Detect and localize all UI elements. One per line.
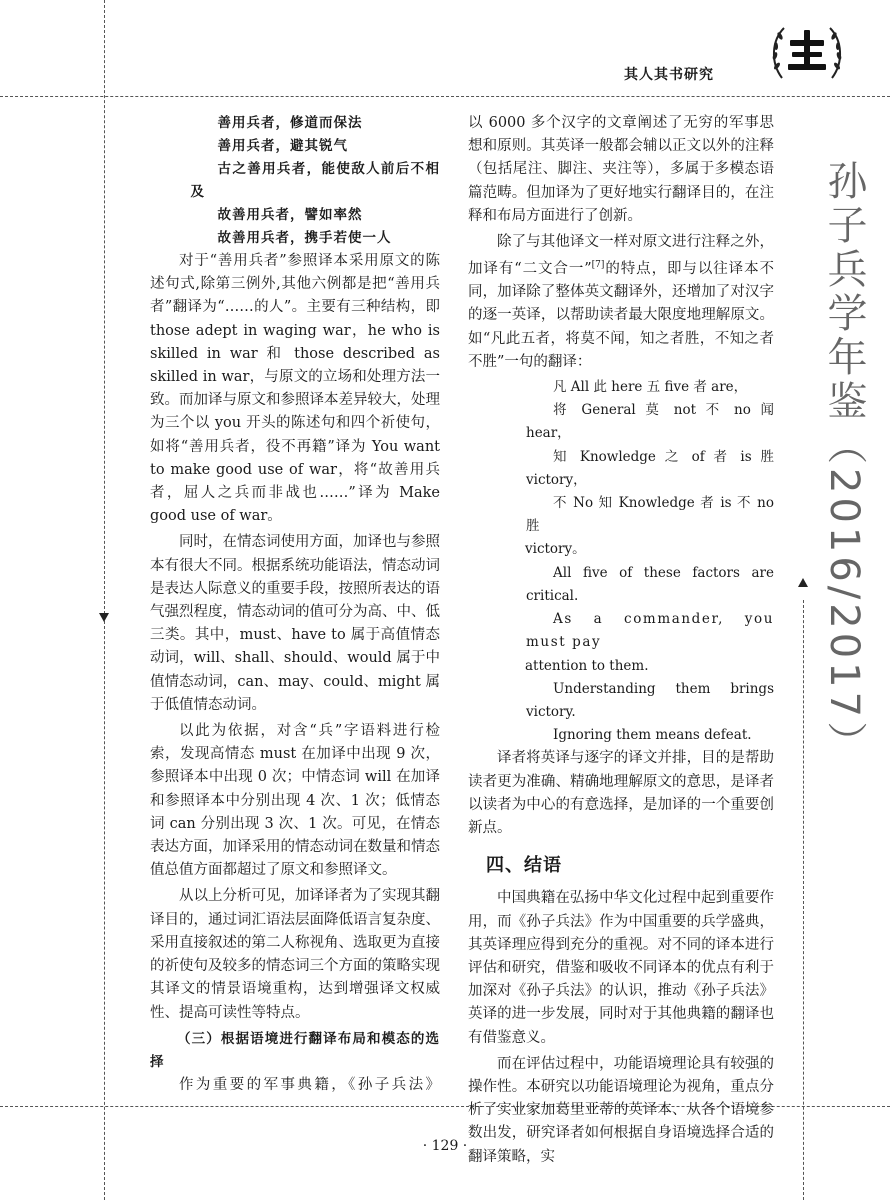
gloss-block <box>468 376 774 538</box>
quote-line: 故善用兵者，携手若使一人 <box>217 230 392 246</box>
citation-marker: [7] <box>591 260 605 271</box>
gloss-line: 凡 All 此 here 五 five 者 are， <box>553 379 748 396</box>
body-paragraph: 从以上分析可见，加译译者为了实现其翻译目的，通过词汇语法层面降低语言复杂度、采用直接叙述的第二人称视角、选取更为直接的祈使句及较多的情态词三个方面的策略实现其译文的情景语境重构，达到增强译文权威性、提高可读性等特点。 <box>150 888 440 1021</box>
right-column <box>468 112 774 1169</box>
right-marker-icon <box>798 578 808 587</box>
subsection-heading: （三）根据语境进行翻译布局和模态的选择 <box>150 1030 440 1070</box>
body-text: 除了与其他译文一样对原文进行注释之外，加译有“二文合一” <box>468 234 774 278</box>
top-guide-line <box>0 96 890 97</box>
translation-line: As a commander, you must pay <box>526 611 774 651</box>
translation-line: Understanding them brings victory. <box>526 680 774 720</box>
body-paragraph: 以此为依据，对含“兵”字语料进行检索，发现高情态 must 在加译中出现 9 次，参照译本中出现 0 次；中情态词 will 在加译和参照译本中分别出现 4 次、1 次；低情态词 can 分别出现 3 次、1 次。可见，在情态表达方面，加译采用的情态动词在数量和情态值总值方面都超过了原文和参照译文。 <box>150 723 440 879</box>
body-paragraph: 中国典籍在弘扬中华文化过程中起到重要作用，而《孙子兵法》作为中国重要的兵学盛典，其英译理应得到充分的重视。对不同的译本进行评估和研究，借鉴和吸收不同译本的优点有利于加深对《孙子兵法》的认识，推动《孙子兵法》英译的进一步发展，同时对于其他典籍的翻译也有借鉴意义。 <box>468 890 774 1046</box>
gloss-line: 知 Knowledge 之 of 者 is 胜 victory， <box>526 448 774 488</box>
translation-line: Ignoring them means defeat. <box>553 727 752 744</box>
quote-line: 善用兵者，避其锐气 <box>217 138 348 154</box>
body-paragraph: 而在评估过程中，功能语境理论具有较强的操作性。本研究以功能语境理论为视角，重点分析了实业家加葛里亚蒂的英译本、从各个语境参数出发，研究译者如何根据自身语境选择合适的翻译策略，实 <box>468 1055 774 1165</box>
quote-line: 古之善用兵者，能使敌人前后不相及 <box>190 161 440 200</box>
body-paragraph: 同时，在情态词使用方面，加译也与参照本有很大不同。根据系统功能语法，情态动词是表达人际意义的重要手段，按照所表达的语气强烈程度，情态动词的值可分为高、中、低三类。其中，must、have to 属于高值情态动词，will、shall、should、would 属于中值情态动词，can、may、could、might 属于低值情态动词。 <box>150 534 440 713</box>
translation-line: All five of these factors are critical. <box>526 564 774 604</box>
body-text: 的特点，即与以往译本不同，加译除了整体英文翻译外，还增加了对汉字的逐一英译，以帮助读者最大限度地理解原文。如“凡此五者，将莫不闻，知之者胜，不知之者不胜”一句的翻译： <box>468 261 775 370</box>
right-guide-line <box>803 600 804 1200</box>
page-number: · 129 · <box>422 1138 468 1154</box>
body-paragraph: 以 6000 多个汉字的文章阐述了无穷的军事思想和原则。其英译一般都会辅以正文以外的注释（包括尾注、脚注、夹注等），多属于多模态语篇范畴。但加译为了更好地实行翻译目的，在注释和布局方面进行了创新。 <box>468 115 774 224</box>
left-marker-icon <box>99 613 109 622</box>
translation-block <box>468 538 774 747</box>
side-title: 孙子兵学年鉴（2016/2017） <box>821 160 867 766</box>
running-head: 其人其书研究 <box>624 67 714 83</box>
body-paragraph <box>468 231 774 374</box>
left-guide-line <box>104 0 105 1200</box>
body-paragraph: 译者将英译与逐字的译文并排，目的是帮助读者更为准确、精确地理解原文的意思，是译者以读者为中心的有意选择，是加译的一个重要创新点。 <box>468 750 774 836</box>
translation-line: attention to them. <box>525 657 649 674</box>
quote-line: 故善用兵者，譬如率然 <box>217 207 363 223</box>
body-paragraph: 作为重要的军事典籍，《孙子兵法》 <box>179 1077 440 1094</box>
body-paragraph: 对于“善用兵者”参照译本采用原文的陈述句式,除第三例外,其他六例都是把“善用兵者”翻译为“……的人”。主要有三种结构，即 those adept in waging war，he who is skilled in war 和 those described as skilled in war，与原文的立场和处理方法一致。而加译与原文和参照译本差异较大，处理为三个以 you 开头的陈述句和四个祈使句，如将“善用兵者，役不再籍”译为 You want to make good use of war，将“故善用兵者，屈人之兵而非战也……”译为 Make good use of war。 <box>150 253 440 525</box>
gloss-line: 不 No 知 Knowledge 者 is 不 no 胜 <box>526 495 774 535</box>
yearbook-emblem-icon <box>768 18 846 86</box>
quote-line: 善用兵者，修道而保法 <box>217 115 363 131</box>
gloss-line: 将 General 莫 not 不 no 闻 hear， <box>526 402 774 442</box>
gloss-line: victory。 <box>525 541 586 558</box>
left-column <box>150 112 440 1097</box>
section-heading: 四、结语 <box>486 855 562 877</box>
